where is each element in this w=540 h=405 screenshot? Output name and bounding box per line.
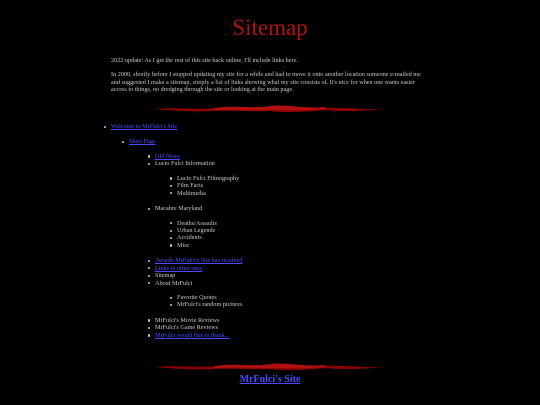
list-item: Deaths/Assaults <box>169 220 433 227</box>
page-title: Sitemap <box>232 15 308 40</box>
list-item <box>103 123 433 339</box>
sitemap-tree <box>103 123 433 347</box>
list-item <box>147 280 433 309</box>
blood-divider-bottom <box>155 362 385 371</box>
list-item <box>147 257 433 264</box>
blood-divider-top <box>155 104 385 113</box>
list-item: Urban Legends <box>169 227 433 234</box>
link-other-sites[interactable]: Links to other sites <box>155 264 203 272</box>
link-old-news[interactable]: Old News <box>155 152 180 160</box>
list-item <box>147 265 433 272</box>
list-item <box>147 205 433 249</box>
list-item <box>147 153 433 160</box>
intro-update-text: 2022 update: As I get the rest of this site back online, I'll include links here. <box>111 57 298 64</box>
list-item: Misc <box>169 242 433 249</box>
list-item: MrFulci's Movie Reviews <box>147 317 433 324</box>
list-item <box>147 160 433 197</box>
link-welcome[interactable]: Welcome to MrFulci's Site <box>111 123 178 130</box>
intro-section <box>111 57 431 101</box>
link-main-page[interactable]: Main Page <box>129 138 156 146</box>
list-item: Lucio Fulci Filmography <box>169 175 433 182</box>
link-awards[interactable]: Awards MrFulci's Site has received <box>155 257 243 265</box>
list-item: Accidents <box>169 234 433 241</box>
list-item: Favorite Quotes <box>169 294 433 301</box>
list-item: Film Facts <box>169 182 433 189</box>
about-label: About MrFulci <box>155 279 193 287</box>
list-item: MrFulci's Game Reviews <box>147 324 433 331</box>
list-item: Multimedia <box>169 190 433 197</box>
list-item: Sitemap <box>147 272 433 279</box>
link-thanks[interactable]: MrFulci would like to thank... <box>155 331 230 339</box>
intro-history-text: In 2000, shortly before I stopped updating my site for a while and had to move it onto another location someone e-mailed me and suggested I make a sitemap, simply a list of links showing what my site consists of. It's nice for when one wants easier access to things, no dredging through the site or looking at the main page. <box>111 71 421 94</box>
list-item: MrFulci's random pictures <box>169 301 433 308</box>
macabre-maryland-label: Macabre Maryland <box>155 205 203 213</box>
list-item <box>121 138 433 339</box>
footer-site-link[interactable]: MrFulci's Site <box>239 374 301 385</box>
list-item <box>147 332 433 339</box>
lucio-fulci-label: Lucio Fulci Information <box>155 160 215 168</box>
